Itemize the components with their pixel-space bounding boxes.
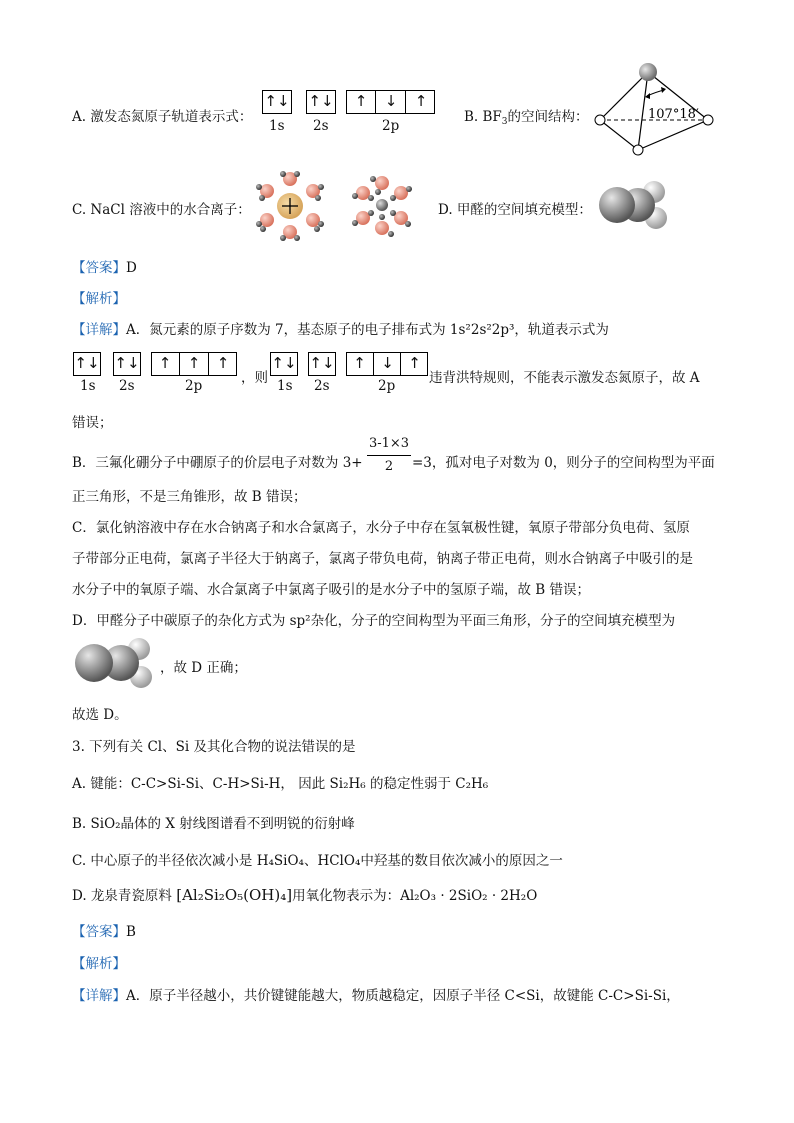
arrow-down-icon: ↓ [381,354,394,372]
answer-1: 【答案】D [72,260,137,276]
arrow-up-down-icon: ↑↓ [264,92,290,110]
analysis-3: 【解析】 [72,956,126,972]
option-b-label: B. $BF_3$的空间结构： [464,109,589,127]
orbital-diagram-a [262,90,437,138]
fraction-bar [367,455,411,456]
option-c-label: C. NaCl 溶液中的水合离子： [72,202,251,218]
orbital-diagram-ground: ↑↓ ↑↓ ↑ ↑ ↑ 1s 2s 2p [73,352,239,396]
arrow-up-icon: ↑ [158,354,172,372]
arrow-up-icon: ↑ [354,92,368,110]
detail-1-a-mid: ，则 [241,370,268,386]
fluorine-atom [595,115,605,125]
chloride-ion [376,199,388,211]
orbital-diagram-violating: ↑↓ ↑↓ ↑ ↓ ↑ 1s 2s 2p [270,352,430,396]
question-3-stem: 3. 下列有关 Cl、Si 及其化合物的说法错误的是 [72,739,356,755]
detail-1-conclusion: 故选 D。 [72,707,128,723]
arrow-up-icon: ↑ [187,354,201,372]
formaldehyde-model-explanation [73,636,158,692]
detail-1-b-line1-pre: B．三氟化硼分子中硼原子的价层电子对数为 3+ [72,455,363,471]
orbital-label-2s: 2s [313,118,329,134]
detail-1-a-line1: 【详解】A．氮元素的原子序数为 7，基态原子的电子排布式为 1s²2s²2p³，轨道表示式为 [72,322,609,338]
orbital-label-1s: 1s [269,118,285,134]
detail-1-b-line1-post: =3，孤对电子对数为 0，则分子的空间构型为平面 [412,455,715,471]
question-3-option-c: C. 中心原子的半径依次减小是 H₄SiO₄、HClO₄中羟基的数目依次减小的原因之一 [72,853,563,869]
detail-1-d-line1: D．甲醛分子中碳原子的杂化方式为 sp²杂化，分子的空间构型为平面三角形，分子的空间填充模型为 [72,613,676,629]
detail-1-c-line3: 水分子中的氧原子端、水合氯离子中氯离子吸引的是水分子中的氢原子端，故 B 错误； [72,582,591,598]
orbital-label-2p: 2p [382,118,400,134]
question-3-option-b: B. SiO₂晶体的 X 射线图谱看不到明锐的衍射峰 [72,816,355,832]
detail-1-c-line1: C．氯化钠溶液中存在水合钠离子和水合氯离子，水分子中存在氢氧极性键，氧原子带部分负电荷、氢原 [72,520,690,536]
boron-atom [639,63,657,81]
arrow-up-icon: ↑ [408,354,421,372]
fluorine-atom [703,115,713,125]
analysis-1: 【解析】 [72,291,126,307]
detail-1-b-line2: 正三角形，不是三角锥形，故 B 错误； [72,489,307,505]
hydrated-ions-figure [245,165,425,245]
question-3-option-d: D. 龙泉青瓷原料 [Al₂Si₂O₅(OH)₄]用氧化物表示为：Al₂O₃ · 2SiO₂ · 2H₂O [72,886,538,904]
bond-angle-label: 107°18′ [648,107,699,122]
arrow-up-icon: ↑ [353,354,366,372]
option-d-label: D. 甲醛的空间填充模型： [438,202,592,218]
detail-1-a-line3: 错误； [72,415,113,431]
fraction-denominator: 2 [384,459,394,474]
answer-3: 【答案】B [72,924,136,940]
detail-1-c-line2: 子带部分正电荷，氯离子半径大于钠离子，氯离子带负电荷，钠离子带正电荷，则水合钠离子中吸引的是 [72,551,693,567]
arrow-up-icon: ↑ [414,92,428,110]
detail-3-a-line1: 【详解】A．原子半径越小，共价键键能越大，物质越稳定，因原子半径 C<Si，故键能 C-C>Si-Si， [72,988,680,1004]
option-a-label: A. 激发态氮原子轨道表示式： [72,109,253,125]
arrow-up-down-icon: ↑↓ [308,92,334,110]
detail-1-a-tail: 违背洪特规则，不能表示激发态氮原子，故 A [429,370,700,386]
arrow-down-icon: ↓ [384,92,398,110]
question-3-option-a: A. 键能：C-C>Si-Si、C-H>Si-H， 因此 Si₂H₆ 的稳定性弱于 C₂H₆ [72,776,489,792]
bf3-pyramid-figure [590,62,720,162]
detail-1-d-tail: ，故 D 正确； [160,660,247,676]
arrow-up-icon: ↑ [216,354,230,372]
fraction-numerator: 3-1×3 [368,436,410,451]
formaldehyde-model [598,180,673,235]
fluorine-atom [633,145,643,155]
